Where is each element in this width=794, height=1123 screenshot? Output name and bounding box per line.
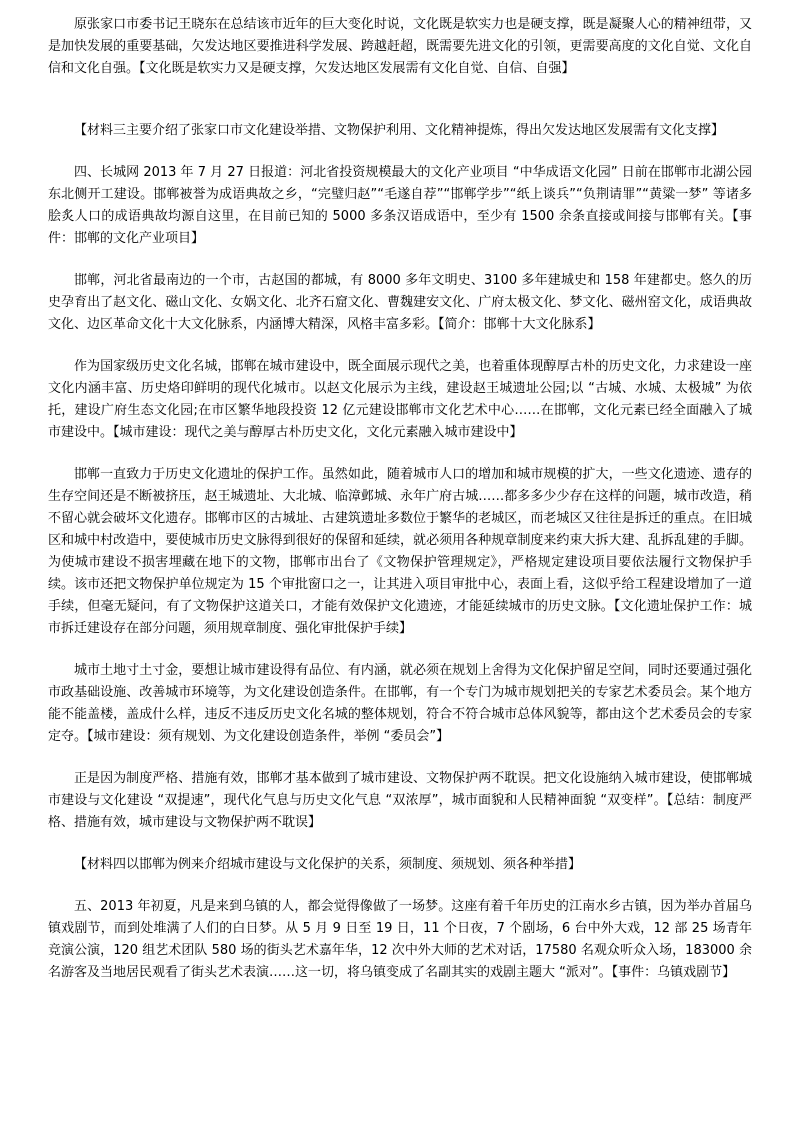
paragraph-summary: 正是因为制度严格、措施有效，邯郸才基本做到了城市建设、文物保护两不耽误。把文化设施纳入城市建设，使邯郸城市建设与文化建设 “双提速”，现代化气息与历史文化气息 “双浓厚”，城市面貌和人民精神面貌 “双变样”。【总结：制度严格、措施有效，城市建设与文物保护两不耽误】 xyxy=(48,771,752,830)
paragraph-zhangjiakou-summary: 原张家口市委书记王晓东在总结该市近年的巨大变化时说，文化既是软实力也是硬支撑，既是凝聚人心的精神纽带，又是加快发展的重要基础，欠发达地区要推进科学发展、跨越赶超，既需要先进文化的引领，更需要高度的文化自觉、文化自信和文化自强。【文化既是软实力又是硬支撑，欠发达地区发展需有文化自觉、自信、自强】 xyxy=(48,17,752,76)
document-page xyxy=(48,14,752,984)
paragraph-material-four-note: 【材料四以邯郸为例来介绍城市建设与文化保护的关系，须制度、须规划、须各种举措】 xyxy=(74,857,582,872)
paragraph-handan-history: 邯郸，河北省最南边的一个市，古赵国的都城，有 8000 多年文明史、3100 多年建城史和 158 年建都史。悠久的历史孕育出了赵文化、磁山文化、女娲文化、北齐石窟文化、曹魏建安文化、广府太极文化、梦文化、磁州窑文化，成语典故文化、边区革命文化十大文化脉系，内涵博大精深，风格丰富多彩。【简介：邯郸十大文化脉系】 xyxy=(48,273,752,332)
paragraph-material-three-note: 【材料三主要介绍了张家口市文化建设举措、文物保护利用、文化精神提炼，得出欠发达地区发展需有文化支撑】 xyxy=(74,123,725,138)
paragraph-section-four-intro: 四、长城网 2013 年 7 月 27 日报道：河北省投资规模最大的文化产业项目 “中华成语文化园” 日前在邯郸市北湖公园东北侧开工建设。邯郸被誉为成语典故之乡，“完璧归赵”“毛遂自荐”“邯郸学步”“纸上谈兵”“负荆请罪”“黄粱一梦” 等诸多脍炙人口的成语典故均源自这里，在目前已知的 5000 多条汉语成语中，至少有 1500 余条直接或间接与邯郸有关。【事件：邯郸的文化产业项目】 xyxy=(48,165,752,246)
paragraph-city-construction: 作为国家级历史文化名城，邯郸在城市建设中，既全面展示现代之美，也着重体现醇厚古朴的历史文化，力求建设一座文化内涵丰富、历史烙印鲜明的现代化城市。以赵文化展示为主线，建设赵王城遗址公园;以 “古城、水城、太极城” 为依托，建设广府生态文化园;在市区繁华地段投资 12 亿元建设邯郸市文化艺术中心……在邯郸，文化元素已经全面融入了城市建设中。【城市建设：现代之美与醇厚古朴历史文化，文化元素融入城市建设中】 xyxy=(48,359,752,440)
paragraph-heritage-protection: 邯郸一直致力于历史文化遗址的保护工作。虽然如此，随着城市人口的增加和城市规模的扩大，一些文化遗迹、遗存的生存空间还是不断被挤压，赵王城遗址、大北城、临漳邺城、永年广府古城……都多多少少存在这样的问题，城市改造，稍不留心就会破坏文化遗存。邯郸市区的古城址、古建筑遗址多数位于繁华的老城区，而老城区又往往是拆迁的重点。在旧城区和城中村改造中，要使城市历史文脉得到很好的保留和延续，就必须用各种规章制度来约束大拆大建、乱拆乱建的手脚。为使城市建设不损害埋藏在地下的文物，邯郸市出台了《文物保护管理规定》，严格规定建设项目要依法履行文物保护手续。该市还把文物保护单位规定为 15 个审批窗口之一，让其进入项目审批中心，表面上看，这似乎给工程建设增加了一道手续，但毫无疑问，有了文物保护这道关口，才能有效保护文化遗迹，才能延续城市的历史文脉。【文化遗址保护工作：城市拆迁建设存在部分问题，须用规章制度、强化审批保护手续】 xyxy=(48,467,752,636)
paragraph-city-planning: 城市土地寸土寸金，要想让城市建设得有品位、有内涵，就必须在规划上舍得为文化保护留足空间，同时还要通过强化市政基础设施、改善城市环境等，为文化建设创造条件。在邯郸，有一个专门为城市规划把关的专家艺术委员会。某个地方能不能盖楼，盖成什么样，违反不违反历史文化名城的整体规划，符合不符合城市总体风貌等，都由这个艺术委员会的专家定夺。【城市建设：须有规划、为文化建设创造条件，举例 “委员会”】 xyxy=(48,663,752,744)
paragraph-section-five-wuzhen: 五、2013 年初夏，凡是来到乌镇的人，都会觉得像做了一场梦。这座有着千年历史的江南水乡古镇，因为举办首届乌镇戏剧节，而到处堆满了人们的白日梦。从 5 月 9 日至 19 日，11 个日夜，7 个剧场，6 台中外大戏，12 部 25 场青年竞演公演，120 组艺术团队 580 场的街头艺术嘉年华，12 次中外大师的艺术对话，17580 名观众听众入场，183000 余名游客及当地居民观看了街头艺术表演……这一切，将乌镇变成了名副其实的戏剧主题大 “派对”。【事件：乌镇戏剧节】 xyxy=(48,899,752,980)
